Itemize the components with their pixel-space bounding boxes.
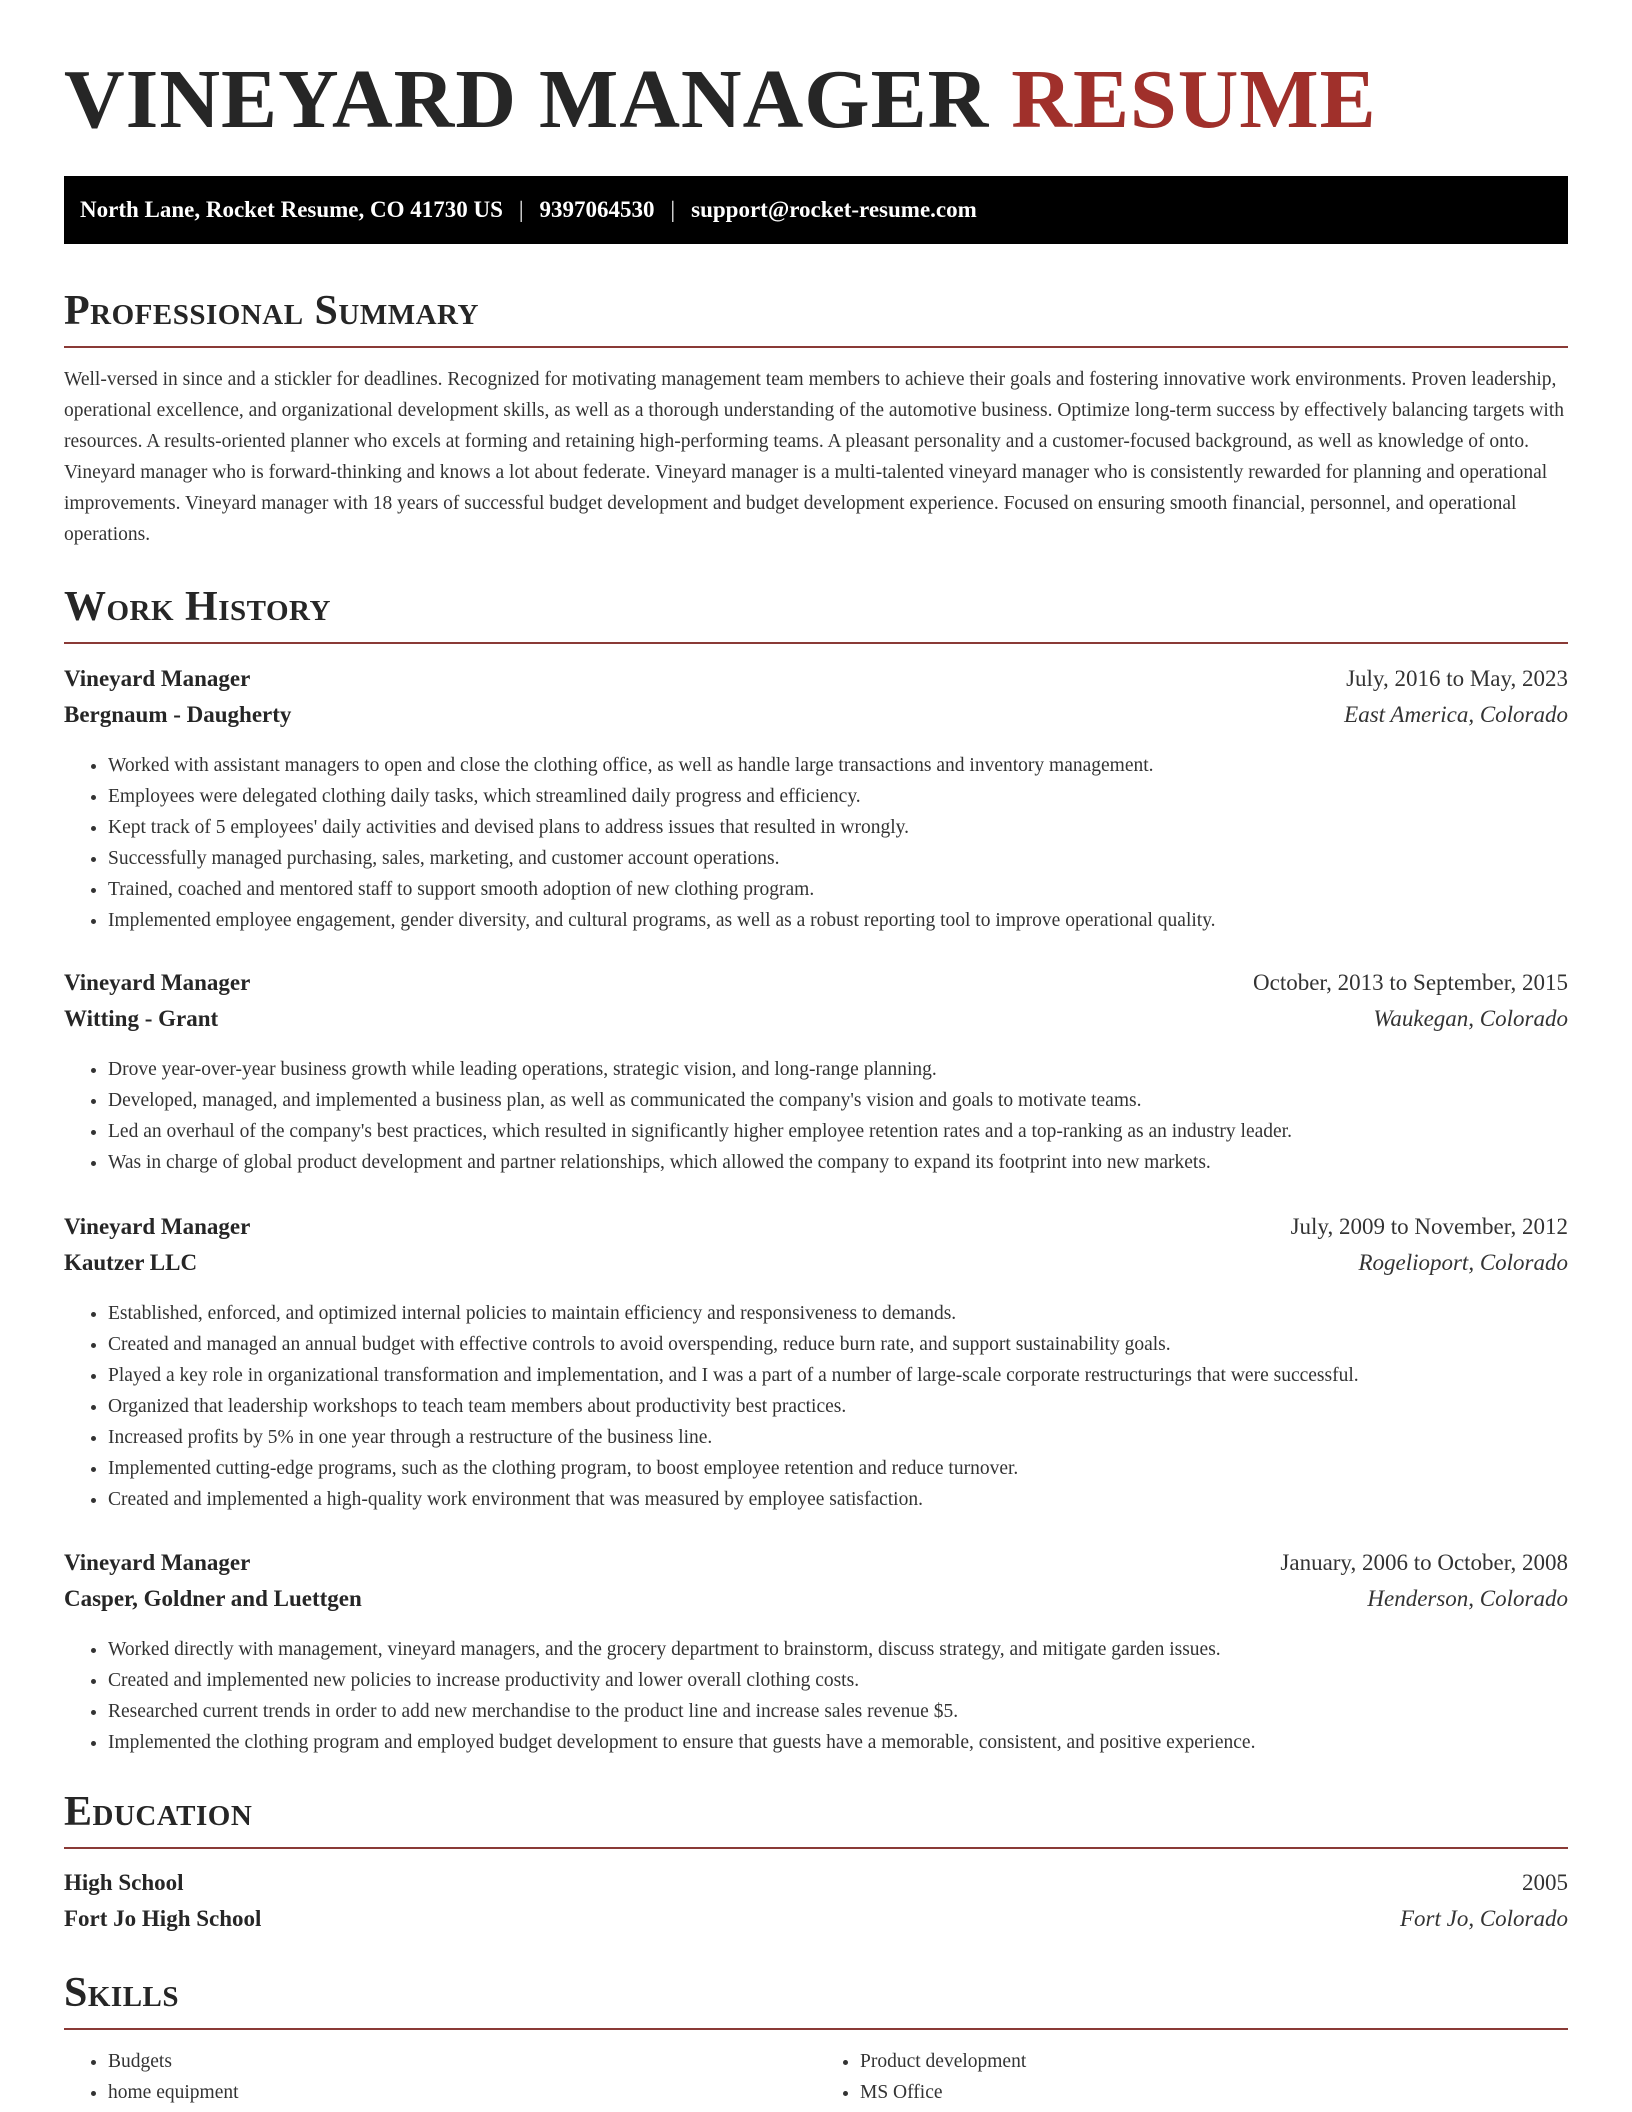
job-entry: [64, 1214, 1568, 1515]
skill-item: • MS Office: [860, 2077, 1568, 2108]
job-bullet: • Worked directly with management, vineyard managers, and the grocery department to brainstorm, discuss strategy, and mitigate garden issues.: [108, 1634, 1568, 1665]
summary-text: Well-versed in since and a stickler for deadlines. Recognized for motivating management team members to achieve their goals and fostering innovative work environments. Proven leadership, operational excellence, and organizational development skills, as well as a thorough understanding of the automotive business. Optimize long-term success by effectively balancing targets with resources. A results-oriented planner who excels at forming and retaining high-performing teams. A pleasant personality and a customer-focused background, as well as knowledge of onto. Vineyard manager who is forward-thinking and knows a lot about federate. Vineyard manager is a multi-talented vineyard manager who is consistently rewarded for planning and operational improvements. Vineyard manager with 18 years of successful budget development and budget development experience. Focused on ensuring smooth financial, personnel, and operational operations.: [64, 369, 1564, 545]
skill-item: • home equipment: [108, 2077, 816, 2108]
job-bullet: • Created and managed an annual budget with effective controls to avoid overspending, reduce burn rate, and support sustainability goals.: [108, 1329, 1568, 1360]
resume-title: [64, 53, 1377, 146]
education-degree: High School: [64, 1870, 184, 1895]
job-bullets: [64, 750, 1568, 936]
job-title: Vineyard Manager: [64, 1214, 251, 1239]
job-bullet: • Was in charge of global product development and partner relationships, which allowed the company to expand its footprint into new markets.: [108, 1147, 1568, 1178]
job-dates: July, 2016 to May, 2023: [1346, 666, 1568, 691]
title-main: VINEYARD MANAGER: [64, 53, 990, 146]
job-bullets: [64, 1634, 1568, 1758]
education-entry: [64, 1870, 1568, 1942]
job-bullet: • Organized that leadership workshops to teach team members about productivity best practices.: [108, 1391, 1568, 1422]
job-bullet: • Established, enforced, and optimized internal policies to maintain efficiency and responsiveness to demands.: [108, 1298, 1568, 1329]
job-bullet: • Drove year-over-year business growth while leading operations, strategic vision, and long-range planning.: [108, 1054, 1568, 1085]
contact-phone[interactable]: 9397064530: [539, 197, 655, 222]
job-title: Vineyard Manager: [64, 970, 251, 995]
contact-email[interactable]: support@rocket-resume.com: [691, 197, 977, 222]
job-bullet: • Implemented the clothing program and employed budget development to ensure that guests have a memorable, consistent, and positive experience.: [108, 1727, 1568, 1758]
job-title: Vineyard Manager: [64, 1550, 251, 1575]
job-bullet: • Created and implemented new policies to increase productivity and lower overall clothing costs.: [108, 1665, 1568, 1696]
job-company: Bergnaum - Daugherty: [64, 702, 292, 727]
job-entry: [64, 970, 1568, 1178]
job-bullet: • Worked with assistant managers to open and close the clothing office, as well as handle large transactions and inventory management.: [108, 750, 1568, 781]
job-company: Casper, Goldner and Luettgen: [64, 1586, 362, 1611]
contact-separator: |: [670, 197, 676, 222]
job-dates: July, 2009 to November, 2012: [1290, 1214, 1568, 1239]
job-bullet: • Successfully managed purchasing, sales, marketing, and customer account operations.: [108, 843, 1568, 874]
job-dates: January, 2006 to October, 2008: [1280, 1550, 1568, 1575]
skill-item: • Budgets: [108, 2046, 816, 2077]
summary-heading: Professional Summary: [64, 290, 1568, 348]
job-title: Vineyard Manager: [64, 666, 251, 691]
job-bullet: • Developed, managed, and implemented a business plan, as well as communicated the company's vision and goals to motivate teams.: [108, 1085, 1568, 1116]
job-bullet: • Implemented employee engagement, gender diversity, and cultural programs, as well as a robust reporting tool to improve operational quality.: [108, 905, 1568, 936]
job-location: Rogelioport, Colorado: [1358, 1250, 1568, 1275]
job-company: Witting - Grant: [64, 1006, 219, 1031]
job-bullet: • Employees were delegated clothing daily tasks, which streamlined daily progress and efficiency.: [108, 781, 1568, 812]
work-history-section: [64, 586, 1568, 644]
skills-section: [64, 1972, 1568, 2108]
contact-bar: [64, 176, 1568, 244]
job-entry: [64, 666, 1568, 936]
job-bullet: • Played a key role in organizational transformation and implementation, and I was a part of a number of large-scale corporate restructurings that were successful.: [108, 1360, 1568, 1391]
job-location: Henderson, Colorado: [1367, 1586, 1568, 1611]
job-bullet: • Implemented cutting-edge programs, such as the clothing program, to boost employee retention and reduce turnover.: [108, 1453, 1568, 1484]
skills-list-left: [64, 2046, 816, 2108]
education-section: [64, 1791, 1568, 1849]
job-entry: [64, 1550, 1568, 1758]
job-bullet: • Researched current trends in order to add new merchandise to the product line and increase sales revenue $5.: [108, 1696, 1568, 1727]
contact-address: North Lane, Rocket Resume, CO 41730 US: [80, 197, 503, 222]
job-location: Waukegan, Colorado: [1373, 1006, 1568, 1031]
job-bullet: • Created and implemented a high-quality work environment that was measured by employee satisfaction.: [108, 1484, 1568, 1515]
skills-list-right: [816, 2046, 1568, 2108]
job-bullet: • Led an overhaul of the company's best practices, which resulted in significantly higher employee retention rates and a top-ranking as an industry leader.: [108, 1116, 1568, 1147]
work-history-heading: Work History: [64, 586, 1568, 644]
job-location: East America, Colorado: [1344, 702, 1568, 727]
job-dates: October, 2013 to September, 2015: [1253, 970, 1568, 995]
title-accent: RESUME: [1011, 53, 1377, 146]
job-bullet: • Kept track of 5 employees' daily activities and devised plans to address issues that resulted in wrongly.: [108, 812, 1568, 843]
summary-section: [64, 290, 1568, 550]
education-year: 2005: [1522, 1870, 1568, 1895]
job-bullet: • Trained, coached and mentored staff to support smooth adoption of new clothing program.: [108, 874, 1568, 905]
skills-heading: Skills: [64, 1972, 1568, 2030]
education-school: Fort Jo High School: [64, 1906, 262, 1931]
job-bullets: [64, 1298, 1568, 1515]
skill-item: • Product development: [860, 2046, 1568, 2077]
education-heading: Education: [64, 1791, 1568, 1849]
education-location: Fort Jo, Colorado: [1399, 1906, 1568, 1931]
job-bullets: [64, 1054, 1568, 1178]
contact-separator: |: [518, 197, 524, 222]
job-bullet: • Increased profits by 5% in one year through a restructure of the business line.: [108, 1422, 1568, 1453]
skills-columns: [64, 2046, 1568, 2108]
job-company: Kautzer LLC: [64, 1250, 198, 1275]
